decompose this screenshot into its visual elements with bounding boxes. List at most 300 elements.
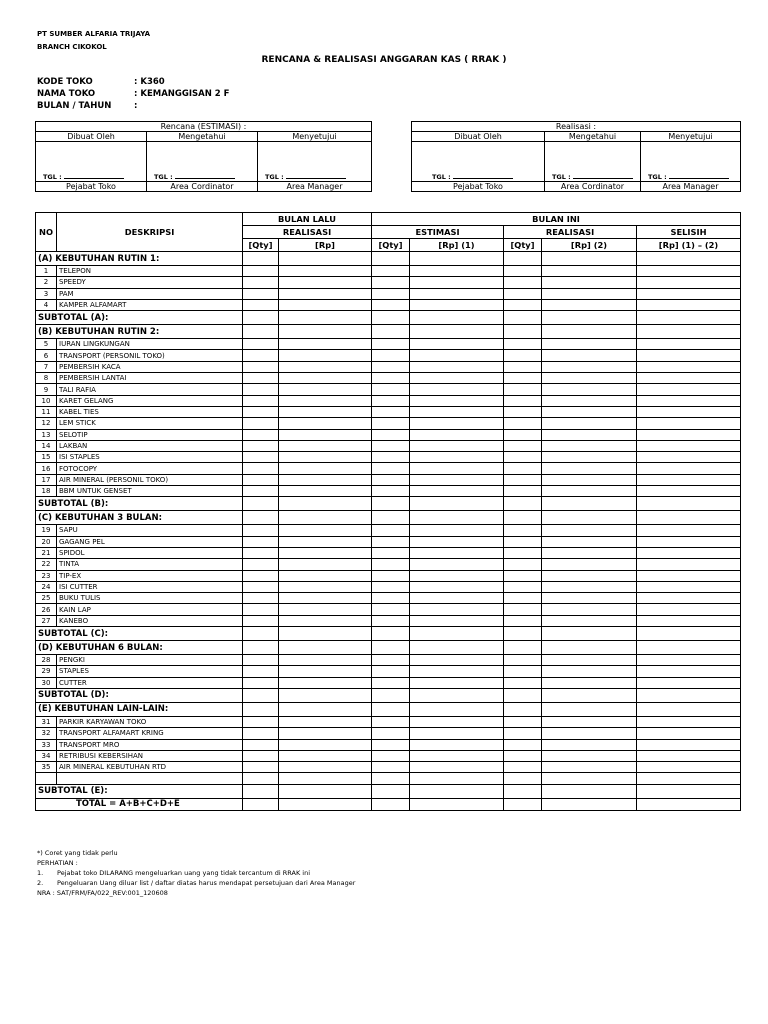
value-cell[interactable] (279, 604, 372, 615)
subtotal-cell[interactable] (372, 627, 410, 641)
value-cell[interactable] (410, 406, 504, 417)
value-cell[interactable] (542, 288, 637, 299)
value-cell[interactable] (542, 350, 637, 361)
value-cell[interactable] (542, 547, 637, 558)
value-cell[interactable] (243, 395, 279, 406)
subtotal-cell[interactable] (504, 311, 542, 325)
value-cell[interactable] (542, 570, 637, 581)
value-cell[interactable] (637, 350, 741, 361)
value-cell[interactable] (372, 728, 410, 739)
value-cell[interactable] (279, 361, 372, 372)
value-cell[interactable] (243, 452, 279, 463)
subtotal-cell[interactable] (410, 627, 504, 641)
value-cell[interactable] (542, 277, 637, 288)
value-cell[interactable] (504, 288, 542, 299)
subtotal-cell[interactable] (243, 688, 279, 702)
value-cell[interactable] (279, 655, 372, 666)
value-cell[interactable] (637, 581, 741, 592)
value-cell[interactable] (542, 536, 637, 547)
value-cell[interactable] (279, 615, 372, 626)
total-cell[interactable] (504, 798, 542, 810)
value-cell[interactable] (243, 418, 279, 429)
value-cell[interactable] (279, 350, 372, 361)
value-cell[interactable] (504, 570, 542, 581)
value-cell[interactable] (504, 559, 542, 570)
value-cell[interactable] (279, 547, 372, 558)
value-cell[interactable] (504, 677, 542, 688)
value-cell[interactable] (504, 655, 542, 666)
subtotal-cell[interactable] (372, 688, 410, 702)
value-cell[interactable] (637, 593, 741, 604)
value-cell[interactable] (542, 525, 637, 536)
value-cell[interactable] (637, 728, 741, 739)
subtotal-cell[interactable] (243, 497, 279, 511)
value-cell[interactable] (372, 750, 410, 761)
value-cell[interactable] (504, 593, 542, 604)
value-cell[interactable] (637, 570, 741, 581)
value-cell[interactable] (372, 406, 410, 417)
subtotal-cell[interactable] (410, 497, 504, 511)
value-cell[interactable] (542, 418, 637, 429)
value-cell[interactable] (410, 440, 504, 451)
value-cell[interactable] (504, 277, 542, 288)
value-cell[interactable] (279, 277, 372, 288)
value-cell[interactable] (504, 350, 542, 361)
value-cell[interactable] (279, 406, 372, 417)
value-cell[interactable] (372, 581, 410, 592)
value-cell[interactable] (504, 299, 542, 310)
value-cell[interactable] (504, 581, 542, 592)
value-cell[interactable] (637, 277, 741, 288)
value-cell[interactable] (504, 547, 542, 558)
value-cell[interactable] (410, 339, 504, 350)
value-cell[interactable] (279, 474, 372, 485)
value-cell[interactable] (279, 463, 372, 474)
subtotal-cell[interactable] (372, 311, 410, 325)
value-cell[interactable] (637, 339, 741, 350)
value-cell[interactable] (279, 677, 372, 688)
value-cell[interactable] (279, 299, 372, 310)
subtotal-cell[interactable] (504, 497, 542, 511)
value-cell[interactable] (372, 288, 410, 299)
value-cell[interactable] (410, 570, 504, 581)
value-cell[interactable] (637, 384, 741, 395)
value-cell[interactable] (279, 384, 372, 395)
value-cell[interactable] (504, 739, 542, 750)
value-cell[interactable] (542, 739, 637, 750)
value-cell[interactable] (410, 762, 504, 773)
subtotal-cell[interactable] (542, 311, 637, 325)
value-cell[interactable] (243, 615, 279, 626)
value-cell[interactable] (279, 581, 372, 592)
subtotal-cell[interactable] (279, 311, 372, 325)
value-cell[interactable] (637, 429, 741, 440)
value-cell[interactable] (637, 418, 741, 429)
value-cell[interactable] (410, 361, 504, 372)
total-cell[interactable] (243, 798, 279, 810)
value-cell[interactable] (637, 750, 741, 761)
value-cell[interactable] (243, 728, 279, 739)
value-cell[interactable] (637, 395, 741, 406)
value-cell[interactable] (504, 615, 542, 626)
value-cell[interactable] (542, 615, 637, 626)
total-cell[interactable] (279, 798, 372, 810)
value-cell[interactable] (504, 604, 542, 615)
value-cell[interactable] (504, 463, 542, 474)
value-cell[interactable] (372, 429, 410, 440)
rencana-sign-area-1[interactable]: TGL : (36, 142, 147, 182)
value-cell[interactable] (243, 474, 279, 485)
value-cell[interactable] (279, 773, 372, 784)
subtotal-cell[interactable] (279, 688, 372, 702)
value-cell[interactable] (372, 604, 410, 615)
value-cell[interactable] (279, 536, 372, 547)
value-cell[interactable] (637, 655, 741, 666)
value-cell[interactable] (410, 655, 504, 666)
value-cell[interactable] (372, 677, 410, 688)
value-cell[interactable] (410, 559, 504, 570)
value-cell[interactable] (279, 666, 372, 677)
value-cell[interactable] (279, 525, 372, 536)
value-cell[interactable] (243, 266, 279, 277)
subtotal-cell[interactable] (542, 784, 637, 798)
value-cell[interactable] (243, 277, 279, 288)
subtotal-cell[interactable] (637, 688, 741, 702)
value-cell[interactable] (542, 299, 637, 310)
value-cell[interactable] (243, 361, 279, 372)
value-cell[interactable] (504, 440, 542, 451)
subtotal-cell[interactable] (243, 311, 279, 325)
value-cell[interactable] (410, 615, 504, 626)
value-cell[interactable] (372, 350, 410, 361)
value-cell[interactable] (372, 486, 410, 497)
value-cell[interactable] (542, 677, 637, 688)
value-cell[interactable] (542, 440, 637, 451)
value-cell[interactable] (542, 655, 637, 666)
value-cell[interactable] (410, 429, 504, 440)
rencana-sign-area-2[interactable]: TGL : (147, 142, 258, 182)
subtotal-cell[interactable] (542, 497, 637, 511)
value-cell[interactable] (410, 750, 504, 761)
value-cell[interactable] (637, 474, 741, 485)
value-cell[interactable] (372, 339, 410, 350)
value-cell[interactable] (410, 384, 504, 395)
value-cell[interactable] (372, 615, 410, 626)
value-cell[interactable] (637, 536, 741, 547)
total-cell[interactable] (372, 798, 410, 810)
value-cell[interactable] (372, 384, 410, 395)
value-cell[interactable] (542, 666, 637, 677)
value-cell[interactable] (542, 361, 637, 372)
value-cell[interactable] (504, 384, 542, 395)
realisasi-sign-area-1[interactable]: TGL : (412, 142, 545, 182)
value-cell[interactable] (637, 604, 741, 615)
value-cell[interactable] (372, 547, 410, 558)
value-cell[interactable] (504, 716, 542, 727)
value-cell[interactable] (637, 525, 741, 536)
value-cell[interactable] (637, 677, 741, 688)
value-cell[interactable] (542, 773, 637, 784)
value-cell[interactable] (542, 750, 637, 761)
value-cell[interactable] (637, 762, 741, 773)
value-cell[interactable] (243, 463, 279, 474)
value-cell[interactable] (243, 716, 279, 727)
value-cell[interactable] (243, 384, 279, 395)
value-cell[interactable] (279, 395, 372, 406)
value-cell[interactable] (542, 716, 637, 727)
value-cell[interactable] (637, 288, 741, 299)
subtotal-cell[interactable] (637, 497, 741, 511)
value-cell[interactable] (637, 666, 741, 677)
value-cell[interactable] (372, 655, 410, 666)
subtotal-cell[interactable] (372, 784, 410, 798)
value-cell[interactable] (637, 373, 741, 384)
subtotal-cell[interactable] (637, 784, 741, 798)
value-cell[interactable] (504, 429, 542, 440)
value-cell[interactable] (243, 739, 279, 750)
total-cell[interactable] (637, 798, 741, 810)
value-cell[interactable] (372, 525, 410, 536)
value-cell[interactable] (504, 525, 542, 536)
value-cell[interactable] (504, 266, 542, 277)
value-cell[interactable] (410, 604, 504, 615)
value-cell[interactable] (279, 728, 372, 739)
value-cell[interactable] (504, 339, 542, 350)
value-cell[interactable] (637, 440, 741, 451)
total-cell[interactable] (410, 798, 504, 810)
realisasi-sign-area-3[interactable]: TGL : (641, 142, 741, 182)
value-cell[interactable] (542, 373, 637, 384)
value-cell[interactable] (243, 593, 279, 604)
value-cell[interactable] (410, 266, 504, 277)
realisasi-sign-area-2[interactable]: TGL : (545, 142, 641, 182)
value-cell[interactable] (243, 525, 279, 536)
value-cell[interactable] (279, 452, 372, 463)
value-cell[interactable] (243, 762, 279, 773)
value-cell[interactable] (504, 728, 542, 739)
value-cell[interactable] (542, 581, 637, 592)
value-cell[interactable] (372, 440, 410, 451)
subtotal-cell[interactable] (410, 784, 504, 798)
value-cell[interactable] (243, 570, 279, 581)
subtotal-cell[interactable] (637, 627, 741, 641)
value-cell[interactable] (410, 418, 504, 429)
value-cell[interactable] (637, 266, 741, 277)
value-cell[interactable] (372, 474, 410, 485)
value-cell[interactable] (542, 728, 637, 739)
value-cell[interactable] (410, 666, 504, 677)
value-cell[interactable] (637, 615, 741, 626)
value-cell[interactable] (637, 361, 741, 372)
value-cell[interactable] (542, 593, 637, 604)
value-cell[interactable] (410, 395, 504, 406)
value-cell[interactable] (410, 739, 504, 750)
value-cell[interactable] (410, 773, 504, 784)
value-cell[interactable] (504, 395, 542, 406)
value-cell[interactable] (243, 559, 279, 570)
subtotal-cell[interactable] (504, 688, 542, 702)
value-cell[interactable] (372, 395, 410, 406)
value-cell[interactable] (410, 547, 504, 558)
subtotal-cell[interactable] (504, 627, 542, 641)
value-cell[interactable] (542, 559, 637, 570)
value-cell[interactable] (372, 361, 410, 372)
value-cell[interactable] (372, 593, 410, 604)
value-cell[interactable] (243, 429, 279, 440)
value-cell[interactable] (279, 486, 372, 497)
value-cell[interactable] (504, 361, 542, 372)
value-cell[interactable] (410, 716, 504, 727)
value-cell[interactable] (279, 288, 372, 299)
subtotal-cell[interactable] (279, 627, 372, 641)
subtotal-cell[interactable] (279, 497, 372, 511)
value-cell[interactable] (243, 373, 279, 384)
value-cell[interactable] (243, 339, 279, 350)
value-cell[interactable] (410, 299, 504, 310)
value-cell[interactable] (372, 762, 410, 773)
value-cell[interactable] (504, 536, 542, 547)
value-cell[interactable] (372, 773, 410, 784)
subtotal-cell[interactable] (243, 784, 279, 798)
value-cell[interactable] (410, 728, 504, 739)
value-cell[interactable] (372, 373, 410, 384)
value-cell[interactable] (542, 463, 637, 474)
value-cell[interactable] (279, 716, 372, 727)
value-cell[interactable] (410, 581, 504, 592)
value-cell[interactable] (504, 452, 542, 463)
value-cell[interactable] (279, 440, 372, 451)
value-cell[interactable] (410, 373, 504, 384)
value-cell[interactable] (542, 604, 637, 615)
value-cell[interactable] (637, 452, 741, 463)
value-cell[interactable] (243, 406, 279, 417)
value-cell[interactable] (372, 463, 410, 474)
value-cell[interactable] (243, 547, 279, 558)
value-cell[interactable] (504, 474, 542, 485)
value-cell[interactable] (410, 593, 504, 604)
value-cell[interactable] (279, 762, 372, 773)
value-cell[interactable] (372, 266, 410, 277)
value-cell[interactable] (637, 463, 741, 474)
value-cell[interactable] (279, 373, 372, 384)
value-cell[interactable] (504, 486, 542, 497)
value-cell[interactable] (243, 655, 279, 666)
value-cell[interactable] (279, 739, 372, 750)
value-cell[interactable] (637, 559, 741, 570)
value-cell[interactable] (410, 452, 504, 463)
value-cell[interactable] (372, 299, 410, 310)
value-cell[interactable] (243, 677, 279, 688)
value-cell[interactable] (243, 604, 279, 615)
subtotal-cell[interactable] (637, 311, 741, 325)
value-cell[interactable] (410, 277, 504, 288)
value-cell[interactable] (410, 525, 504, 536)
value-cell[interactable] (504, 762, 542, 773)
value-cell[interactable] (504, 373, 542, 384)
value-cell[interactable] (504, 418, 542, 429)
subtotal-cell[interactable] (542, 688, 637, 702)
value-cell[interactable] (243, 581, 279, 592)
value-cell[interactable] (372, 666, 410, 677)
value-cell[interactable] (410, 486, 504, 497)
value-cell[interactable] (637, 716, 741, 727)
value-cell[interactable] (372, 277, 410, 288)
value-cell[interactable] (542, 395, 637, 406)
value-cell[interactable] (542, 762, 637, 773)
value-cell[interactable] (279, 429, 372, 440)
value-cell[interactable] (410, 474, 504, 485)
subtotal-cell[interactable] (243, 627, 279, 641)
value-cell[interactable] (637, 486, 741, 497)
value-cell[interactable] (410, 350, 504, 361)
value-cell[interactable] (504, 750, 542, 761)
value-cell[interactable] (243, 299, 279, 310)
value-cell[interactable] (637, 547, 741, 558)
value-cell[interactable] (542, 452, 637, 463)
value-cell[interactable] (243, 773, 279, 784)
value-cell[interactable] (243, 350, 279, 361)
value-cell[interactable] (410, 463, 504, 474)
rencana-sign-area-3[interactable]: TGL : (258, 142, 372, 182)
total-cell[interactable] (542, 798, 637, 810)
value-cell[interactable] (372, 452, 410, 463)
value-cell[interactable] (243, 750, 279, 761)
value-cell[interactable] (279, 570, 372, 581)
value-cell[interactable] (542, 406, 637, 417)
value-cell[interactable] (279, 750, 372, 761)
value-cell[interactable] (542, 486, 637, 497)
value-cell[interactable] (279, 418, 372, 429)
value-cell[interactable] (372, 570, 410, 581)
value-cell[interactable] (542, 266, 637, 277)
value-cell[interactable] (637, 406, 741, 417)
value-cell[interactable] (279, 266, 372, 277)
value-cell[interactable] (542, 474, 637, 485)
value-cell[interactable] (410, 288, 504, 299)
value-cell[interactable] (372, 739, 410, 750)
subtotal-cell[interactable] (372, 497, 410, 511)
value-cell[interactable] (410, 677, 504, 688)
value-cell[interactable] (372, 418, 410, 429)
value-cell[interactable] (542, 429, 637, 440)
value-cell[interactable] (243, 536, 279, 547)
value-cell[interactable] (372, 536, 410, 547)
subtotal-cell[interactable] (542, 627, 637, 641)
subtotal-cell[interactable] (410, 688, 504, 702)
value-cell[interactable] (243, 486, 279, 497)
subtotal-cell[interactable] (279, 784, 372, 798)
value-cell[interactable] (637, 299, 741, 310)
value-cell[interactable] (279, 593, 372, 604)
value-cell[interactable] (279, 339, 372, 350)
value-cell[interactable] (504, 666, 542, 677)
value-cell[interactable] (504, 773, 542, 784)
value-cell[interactable] (243, 288, 279, 299)
value-cell[interactable] (372, 559, 410, 570)
value-cell[interactable] (372, 716, 410, 727)
value-cell[interactable] (637, 739, 741, 750)
value-cell[interactable] (504, 406, 542, 417)
subtotal-cell[interactable] (504, 784, 542, 798)
value-cell[interactable] (243, 440, 279, 451)
value-cell[interactable] (542, 339, 637, 350)
value-cell[interactable] (279, 559, 372, 570)
value-cell[interactable] (637, 773, 741, 784)
value-cell[interactable] (542, 384, 637, 395)
subtotal-cell[interactable] (410, 311, 504, 325)
value-cell[interactable] (410, 536, 504, 547)
value-cell[interactable] (243, 666, 279, 677)
